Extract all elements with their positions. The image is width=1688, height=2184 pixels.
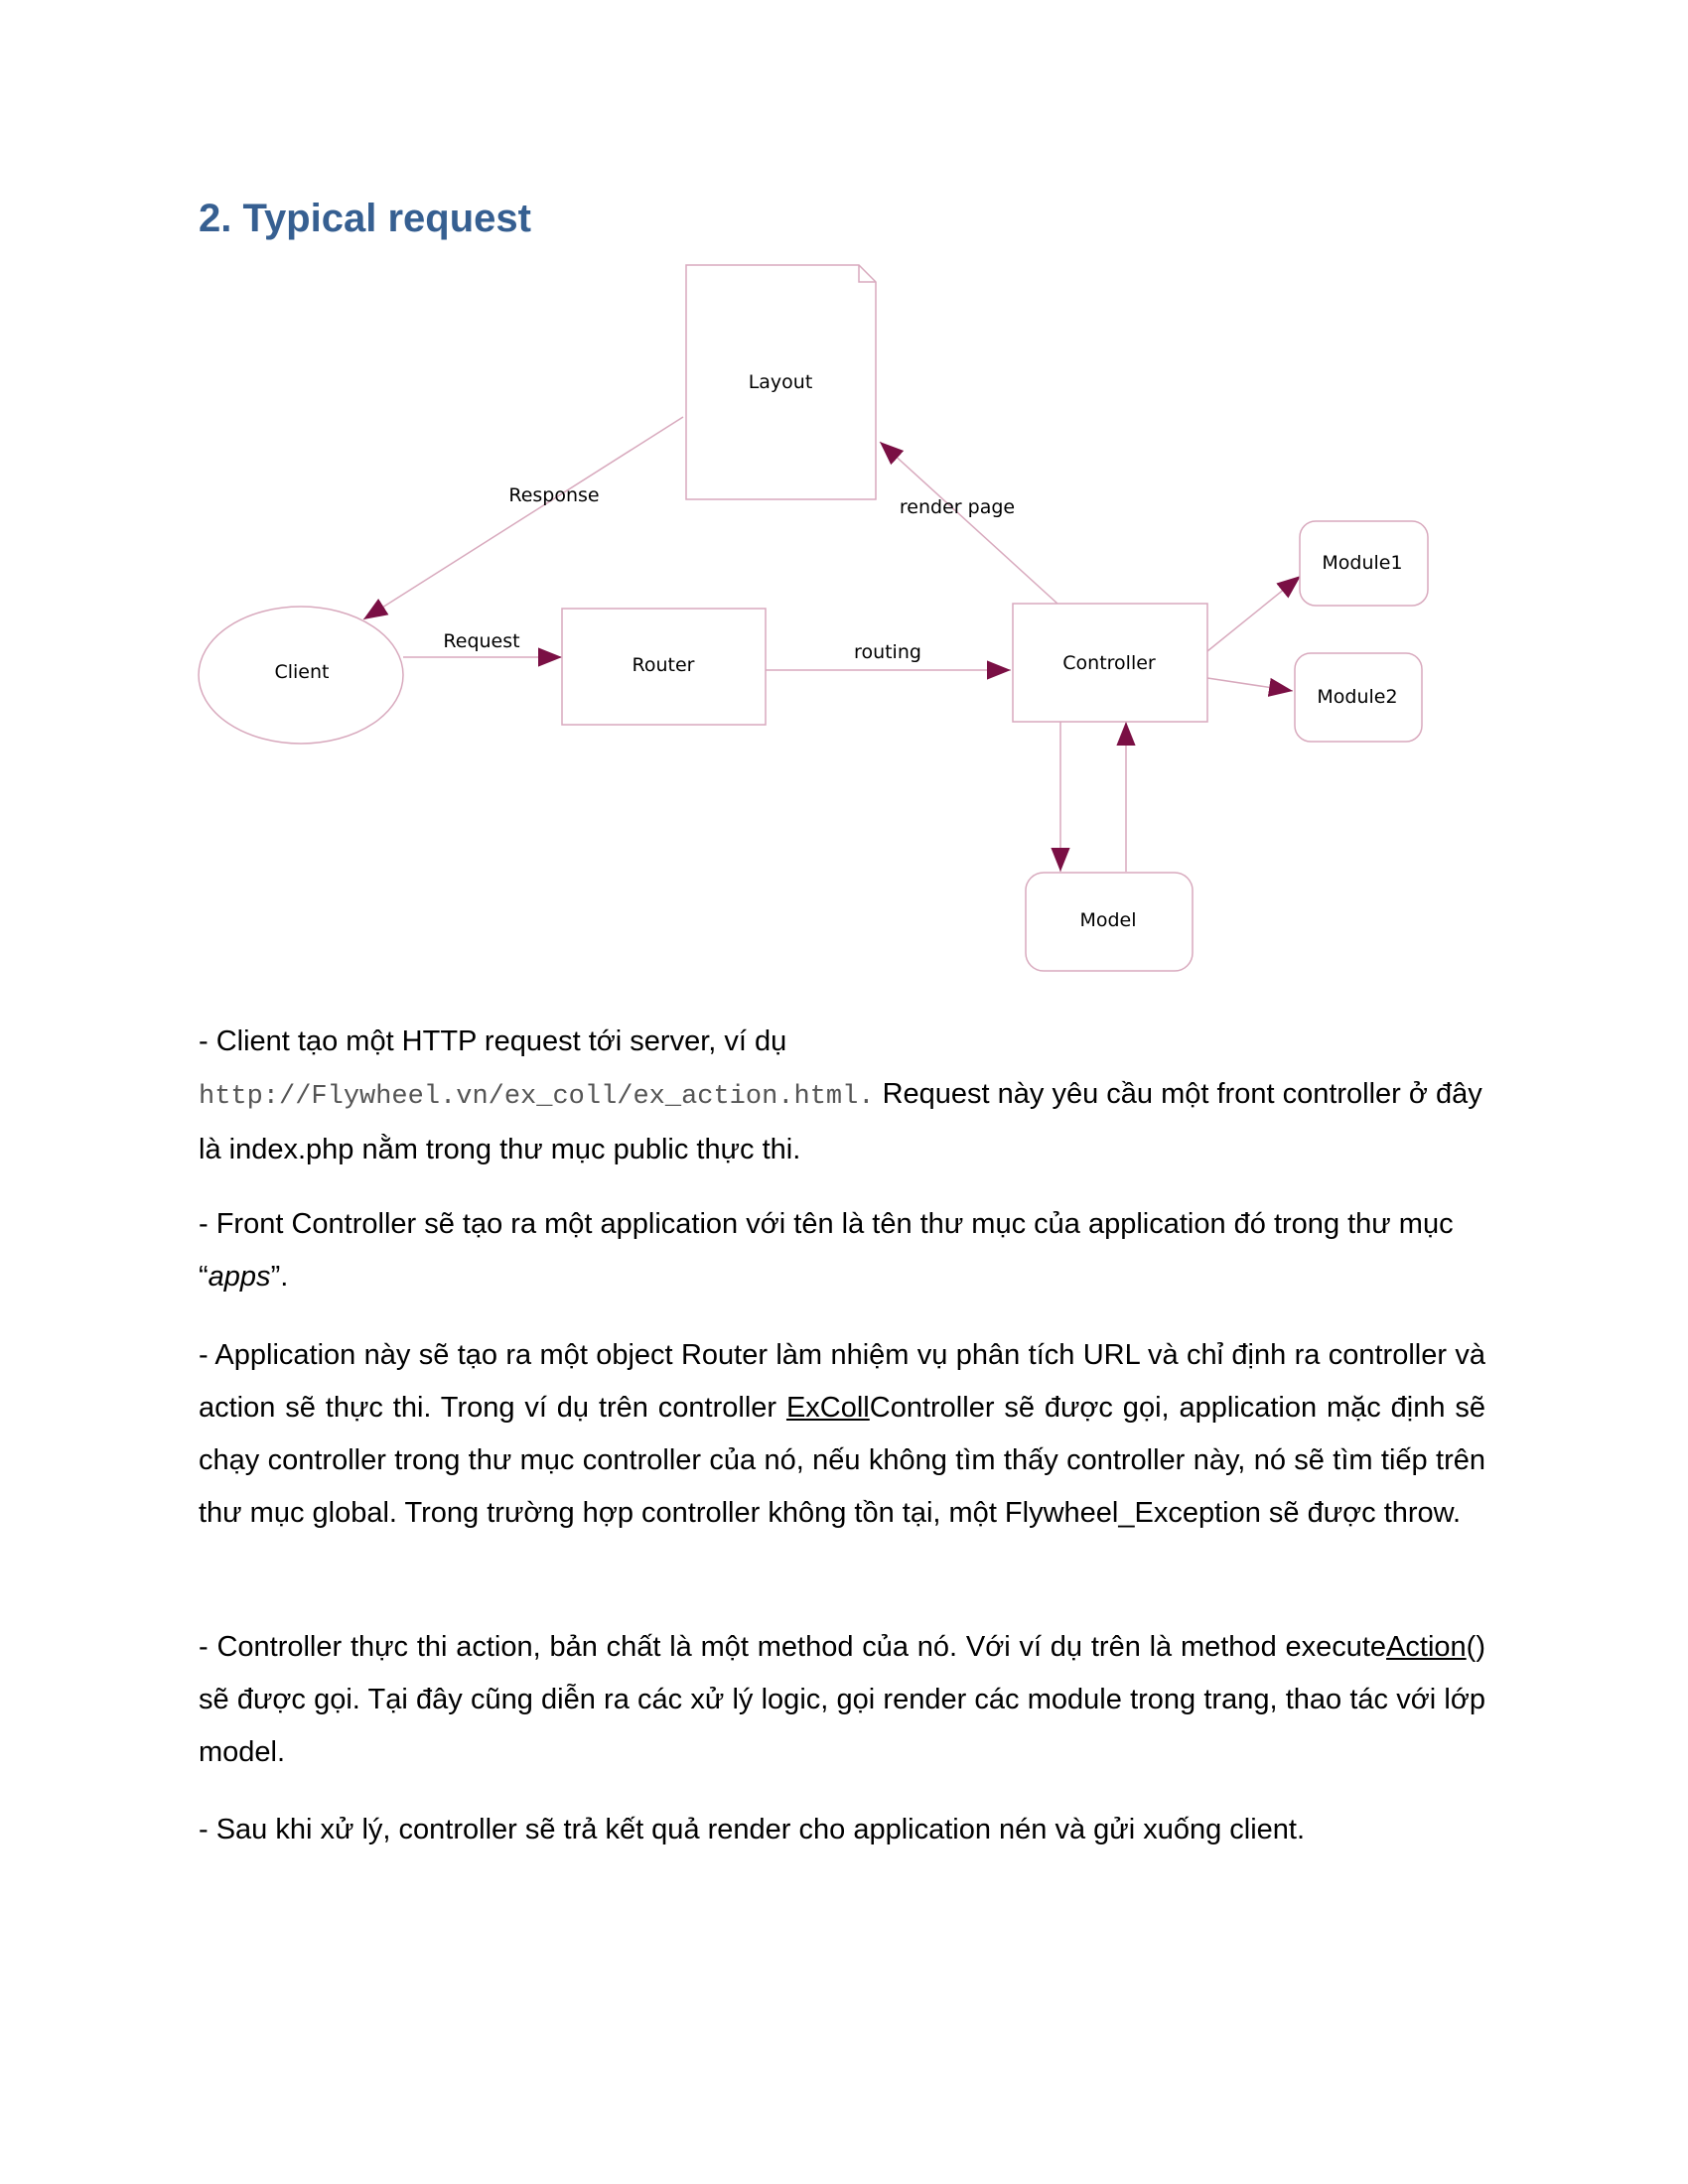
edge-render-page-label: render page — [899, 496, 1016, 518]
edge-response — [363, 417, 683, 619]
p2-apps: apps — [208, 1261, 271, 1293]
p2-text-a: - Front Controller sẽ tạo ra một application với tên là tên thư mục của application đó trong thư mục “ — [199, 1208, 1454, 1293]
p3-text-a: - Application này sẽ tạo ra một object Router làm nhiệm vụ phân tích URL và chỉ định ra controller và action sẽ thực thi. Trong ví dụ trên controller — [199, 1339, 1485, 1424]
node-module1-label: Module1 — [1322, 552, 1403, 574]
edge-routing-label: routing — [854, 641, 921, 663]
section-heading: 2. Typical request — [199, 197, 531, 240]
edge-request-label: Request — [443, 630, 520, 652]
edge-response-label: Response — [508, 484, 600, 506]
p3-excoll: ExColl — [785, 1392, 870, 1424]
node-model-label: Model — [1079, 909, 1137, 931]
example-url: http://Flywheel.vn/ex_coll/ex_action.html. — [199, 1082, 875, 1112]
p1-text-b: Request này yêu cầu một front controller ở đây là index.php nằm trong thư mục public thực thi. — [199, 1078, 1482, 1165]
paragraph-router — [199, 1329, 1485, 1540]
p4-text-a: - Controller thực thi action, bản chất là một method của nó. Với ví dụ trên là method execute — [199, 1631, 1387, 1663]
paragraph-render-result: - Sau khi xử lý, controller sẽ trả kết quả render cho application nén và gửi xuống client. — [199, 1814, 1306, 1845]
p4-action: Action — [1386, 1631, 1467, 1663]
request-flow-diagram — [0, 0, 1688, 993]
node-controller-label: Controller — [1062, 652, 1156, 674]
paragraph-controller-action — [199, 1621, 1485, 1779]
p1-text-a: - Client tạo một HTTP request tới server, ví dụ — [199, 1025, 787, 1057]
edge-render-page — [880, 442, 1057, 604]
p2-text-b: ”. — [270, 1261, 289, 1293]
node-module2-label: Module2 — [1317, 686, 1398, 708]
node-layout-label: Layout — [748, 371, 813, 393]
node-client-label: Client — [274, 661, 330, 683]
paragraph-client-request — [199, 1016, 1485, 1176]
edge-controller-module1 — [1207, 576, 1301, 651]
p4-text-b: () sẽ được gọi. Tại đây cũng diễn ra các xử lý logic, gọi render các module trong trang, thao tác với lớp model. — [199, 1631, 1485, 1768]
node-router-label: Router — [632, 654, 695, 676]
edge-controller-module2 — [1207, 678, 1293, 691]
paragraph-front-controller — [199, 1198, 1485, 1303]
p3-text-b: Controller sẽ được gọi, application mặc định sẽ chạy controller trong thư mục controller của nó, nếu không tìm thấy controller này, nó sẽ tìm tiếp trên thư mục global. Trong trường hợp controller không tồn tại, một Flywheel_Exception sẽ được throw. — [199, 1392, 1485, 1529]
